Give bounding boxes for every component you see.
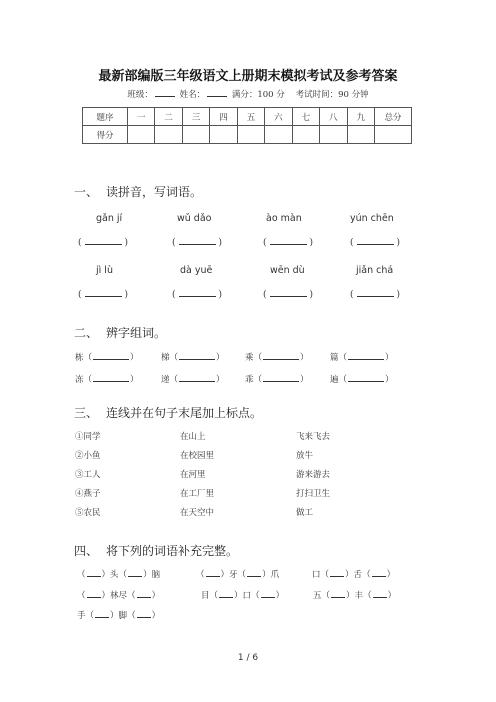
score-header-cell: 总分 — [375, 108, 412, 126]
idiom-blank[interactable] — [330, 569, 344, 577]
match-action[interactable]: 打扫卫生 — [296, 489, 331, 499]
match-action[interactable]: 做工 — [296, 508, 314, 518]
char-item[interactable]: 遍（ ） — [330, 375, 394, 385]
char-item[interactable]: 梯（ ） — [161, 353, 225, 363]
char-item[interactable]: 递（ ） — [161, 375, 225, 385]
pinyin: jì lù — [96, 265, 113, 276]
score-header-cell: 二 — [155, 108, 182, 126]
score-header-cell: 题序 — [83, 108, 128, 126]
match-action[interactable]: 放牛 — [296, 451, 314, 461]
idiom-item[interactable]: 手（ ）脚（ ） — [77, 611, 161, 621]
pinyin: jiǎn chá — [356, 265, 394, 276]
full-score: 满分：100 分 — [231, 90, 285, 100]
score-cell[interactable] — [128, 126, 155, 144]
idiom-blank[interactable] — [219, 590, 233, 598]
idiom-blank[interactable] — [247, 569, 261, 577]
class-blank[interactable] — [155, 88, 175, 97]
exam-time: 考试时间：90 分钟 — [295, 90, 369, 100]
document-title: 最新部编版三年级语文上册期末模拟考试及参考答案 — [98, 69, 398, 84]
answer-blank[interactable]: ( ) — [263, 238, 314, 248]
answer-blank[interactable]: ( ) — [172, 290, 223, 300]
score-header-row — [83, 108, 412, 126]
score-header-cell: 九 — [347, 108, 375, 126]
section-title: 辨字组词。 — [106, 326, 167, 340]
idiom-blank[interactable] — [87, 590, 101, 598]
idiom-item[interactable]: 目（ ）口（ ） — [201, 591, 285, 601]
match-subject[interactable]: ①同学 — [75, 432, 101, 442]
score-header-cell: 一 — [128, 108, 155, 126]
answer-blank[interactable]: ( ) — [350, 290, 401, 300]
pinyin: ào màn — [266, 213, 302, 224]
exam-info — [0, 88, 496, 100]
name-label: 姓名： — [179, 90, 206, 100]
char-item[interactable]: 乘（ ） — [245, 353, 309, 363]
score-cell[interactable] — [155, 126, 182, 144]
match-action[interactable]: 游来游去 — [296, 470, 331, 480]
answer-blank[interactable]: ( ) — [78, 290, 129, 300]
score-cell[interactable] — [292, 126, 319, 144]
match-subject[interactable]: ⑤农民 — [75, 508, 101, 518]
section-number: 一、 — [74, 185, 99, 199]
pinyin: wēn dù — [270, 265, 305, 276]
idiom-item[interactable]: （ ）牙（ ）爪 — [196, 570, 280, 580]
match-subject[interactable]: ②小鱼 — [75, 451, 101, 461]
answer-blank[interactable]: ( ) — [78, 238, 129, 248]
section-number: 三、 — [74, 406, 99, 420]
score-cell[interactable] — [182, 126, 209, 144]
idiom-blank[interactable] — [95, 610, 109, 618]
char-item[interactable]: 冻（ ） — [75, 375, 139, 385]
score-value-row — [83, 126, 412, 144]
char-item[interactable]: 乖（ ） — [245, 375, 309, 385]
section-title: 连线并在句子末尾加上标点。 — [106, 406, 263, 420]
score-header-cell: 三 — [182, 108, 209, 126]
score-cell[interactable] — [237, 126, 264, 144]
idiom-blank[interactable] — [331, 590, 345, 598]
score-cell[interactable] — [320, 126, 347, 144]
match-place[interactable]: 在天空中 — [180, 508, 215, 518]
section-2-heading — [74, 324, 166, 341]
page-number: 1 / 6 — [237, 653, 259, 663]
idiom-item[interactable]: 五（ ）丰（ ） — [313, 591, 397, 601]
pinyin: dà yuē — [180, 265, 213, 276]
score-header-cell: 六 — [265, 108, 292, 126]
score-cell[interactable] — [347, 126, 375, 144]
match-place[interactable]: 在河里 — [180, 470, 206, 480]
answer-blank[interactable]: ( ) — [350, 238, 401, 248]
pinyin: gǎn jí — [96, 213, 123, 224]
match-subject[interactable]: ③工人 — [75, 470, 101, 480]
idiom-blank[interactable] — [137, 610, 151, 618]
match-place[interactable]: 在工厂里 — [180, 489, 215, 499]
answer-blank[interactable]: ( ) — [172, 238, 223, 248]
idiom-item[interactable]: 口（ ）舌（ ） — [312, 570, 396, 580]
idiom-blank[interactable] — [373, 590, 387, 598]
match-action[interactable]: 飞来飞去 — [296, 432, 331, 442]
idiom-item[interactable]: （ ）头（ ）脑 — [77, 570, 161, 580]
idiom-blank[interactable] — [137, 590, 151, 598]
section-4-heading — [74, 542, 238, 559]
score-table — [82, 107, 412, 144]
idiom-blank[interactable] — [261, 590, 275, 598]
score-cell[interactable] — [210, 126, 237, 144]
pinyin: yún chēn — [350, 213, 394, 224]
section-number: 四、 — [74, 544, 99, 558]
section-1-heading — [74, 183, 202, 200]
answer-blank[interactable]: ( ) — [263, 290, 314, 300]
pinyin: wǔ dǎo — [177, 213, 212, 224]
score-header-cell: 五 — [237, 108, 264, 126]
section-title: 读拼音，写词语。 — [106, 185, 203, 199]
score-header-cell: 八 — [320, 108, 347, 126]
char-item[interactable]: 栋（ ） — [75, 353, 139, 363]
class-label: 班级： — [127, 90, 153, 100]
match-place[interactable]: 在校园里 — [180, 451, 215, 461]
name-blank[interactable] — [207, 88, 227, 97]
score-header-cell: 四 — [210, 108, 237, 126]
idiom-blank[interactable] — [372, 569, 386, 577]
idiom-blank[interactable] — [206, 569, 220, 577]
idiom-blank[interactable] — [87, 569, 101, 577]
section-3-heading — [74, 404, 262, 421]
idiom-item[interactable]: （ ）林尽（ ） — [77, 591, 161, 601]
score-row-label: 得分 — [83, 126, 128, 144]
score-cell[interactable] — [265, 126, 292, 144]
match-place[interactable]: 在山上 — [180, 432, 206, 442]
match-subject[interactable]: ④燕子 — [75, 489, 101, 499]
score-cell[interactable] — [375, 126, 412, 144]
char-item[interactable]: 篇（ ） — [330, 353, 394, 363]
section-number: 二、 — [74, 326, 99, 340]
score-header-cell: 七 — [292, 108, 319, 126]
section-title: 将下列的词语补充完整。 — [106, 544, 239, 558]
idiom-blank[interactable] — [128, 569, 142, 577]
